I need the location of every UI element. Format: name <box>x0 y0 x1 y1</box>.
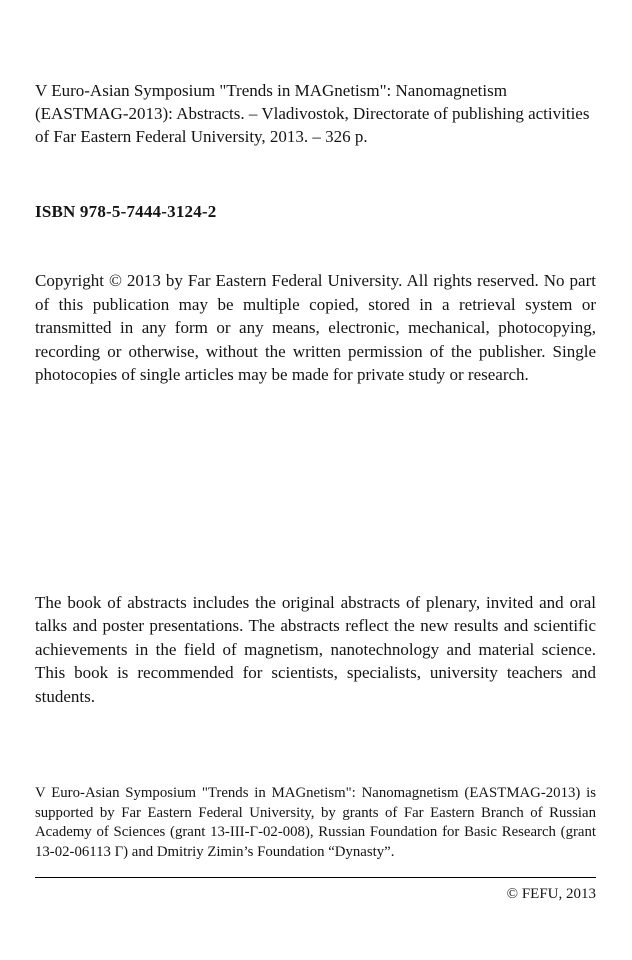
bibliographic-citation: V Euro-Asian Symposium "Trends in MAGnetism": Nanomagnetism (EASTMAG-2013): Abstracts. – Vladivostok, Directorate of publishing activities of Far Eastern Federal University, 2013. – 326 p. <box>35 81 590 146</box>
copyright-notice: Copyright © 2013 by Far Eastern Federal University. All rights reserved. No part of this publication may be multiple copied, stored in a retrieval system or transmitted in any form or any means, electronic, mechanical, photocopying, recording or otherwise, without the written permission of the publisher. Single photocopies of single articles may be made for private study or research. <box>35 271 596 384</box>
isbn-number: ISBN 978-5-7444-3124-2 <box>35 202 217 221</box>
funding-acknowledgement: V Euro-Asian Symposium "Trends in MAGnetism": Nanomagnetism (EASTMAG-2013) is supported by Far Eastern Federal University, by grants of Far Eastern Branch of Russian Academy of Sciences (grant 13-III-Г-02-008), Russian Foundation for Basic Research (grant 13-02-06113 Г) and Dmitriy Zimin’s Foundation “Dynasty”. <box>35 785 596 860</box>
publisher-copyright: © FEFU, 2013 <box>506 886 596 902</box>
book-description: The book of abstracts includes the original abstracts of plenary, invited and oral talks and poster presentations. The abstracts reflect the new results and scientific achievements in the field of magnetism, nanotechnology and material science. This book is recommended for scientists, specialists, university teachers and students. <box>35 592 596 706</box>
footer-divider-line <box>35 877 596 878</box>
